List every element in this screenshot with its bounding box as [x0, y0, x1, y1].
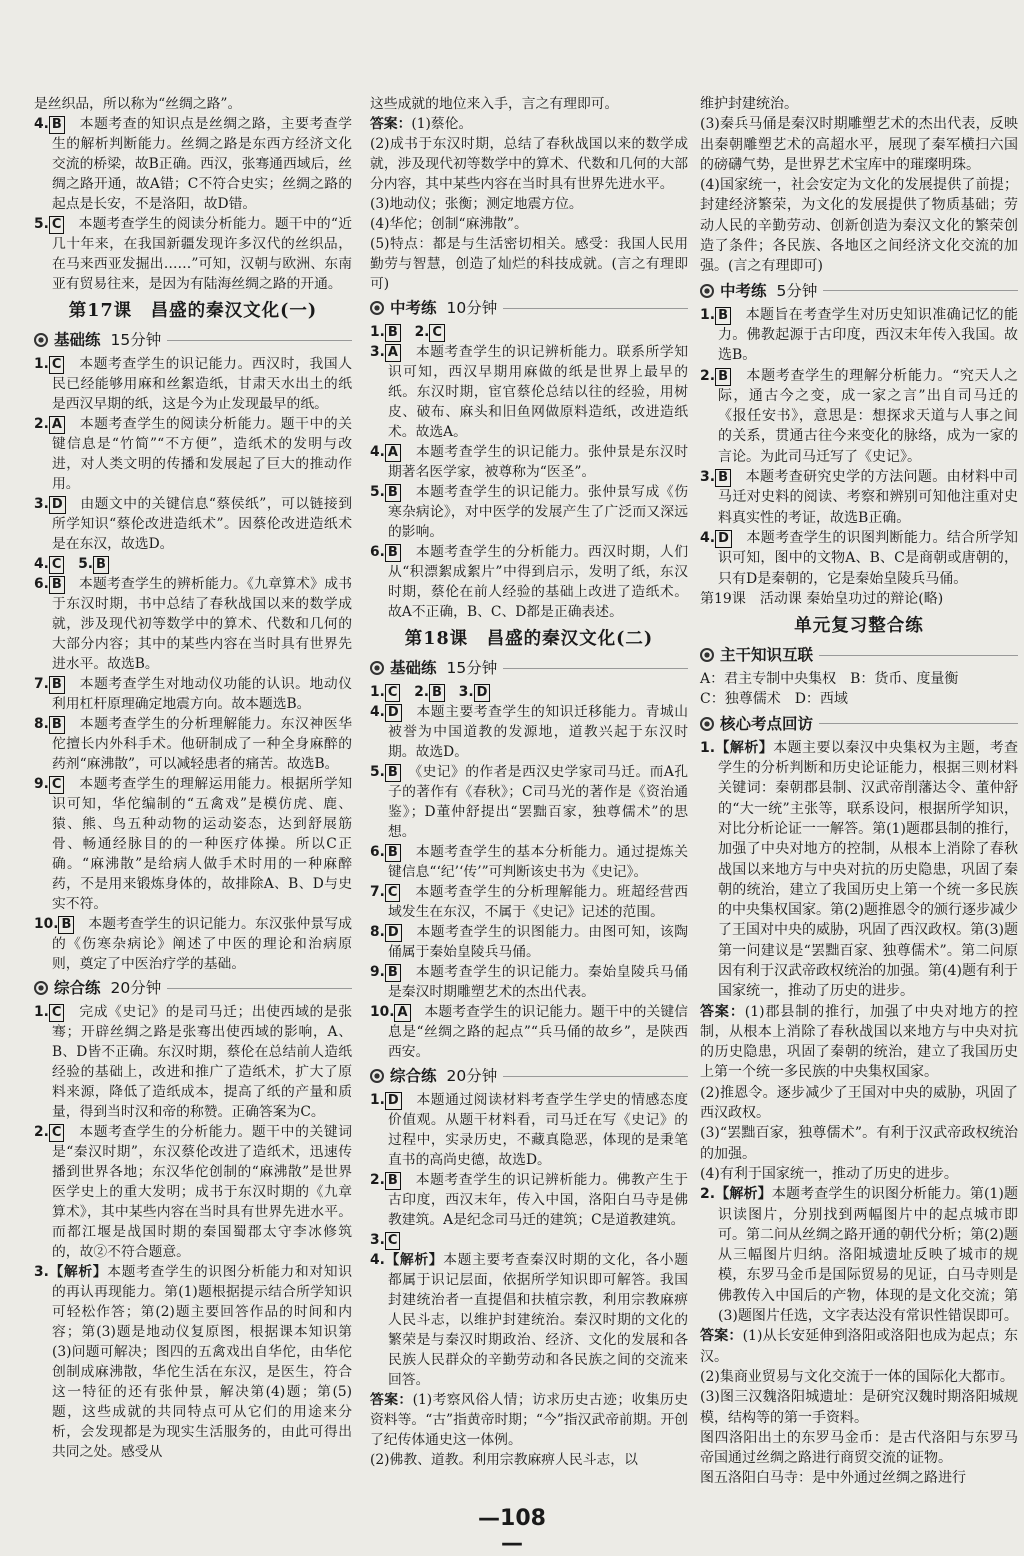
- item-text: 本题主要考查学生的知识迁移能力。青城山被誉为中国道教的发源地，道教兴起于东汉时期。故选D。: [388, 704, 689, 760]
- item-number: 3.: [34, 1264, 49, 1280]
- paragraph: 图五洛阳白马寺：是中外通过丝绸之路进行: [700, 1470, 966, 1487]
- section-bullet-icon: [370, 1069, 384, 1083]
- analysis-tag: 【解析】: [384, 1252, 444, 1268]
- item-number: 2.: [34, 1124, 49, 1140]
- item-text: 本题考查学生的理解运用能力。根据所学知识可知，华佗编制的“五禽戏”是模仿虎、鹿、猿、熊、鸟五种动物的运动姿态，达到舒展筋骨、畅通经脉目的的一种医疗体操。所以C正确。“麻沸散”是给病人做手术时用的一种麻醉药，不是用来锻炼身体的，故排除A、B、D与史实不符。: [52, 776, 353, 912]
- item-text: 本题考查学生的识记能力。题干中的关键信息是“丝绸之路的起点”“兵马俑的故乡”，是陕西西安。: [388, 1004, 689, 1060]
- answer-item: [700, 467, 1018, 528]
- paragraph: 这些成就的地位来入手，言之有理即可。: [370, 96, 619, 112]
- item-text: 本题考查学生的理解分析能力。“究天人之际，通古今之变，成一家之言”出自司马迁的《报任安书》，意思是：想探求天道与人事之间的关系，贯通古往今来变化的脉络，成为一家的言论。为此司马迁写了《史记》。: [718, 367, 1019, 465]
- answer-item: [370, 1170, 688, 1230]
- paragraph: 图四洛阳出土的东罗马金币：是古代洛阳与东罗马帝国通过丝绸之路进行商贸交流的证物。: [700, 1429, 1018, 1467]
- item-text: 本题考查的知识点是丝绸之路，主要考查学生的解析判断能力。丝绸之路是东西方经济文化交流的桥梁，故B正确。西汉，张骞通西域后，丝绸之路开通，故A错；C不符合史实；丝绸之路的起点是长安，不是洛阳，故D错。: [52, 116, 353, 212]
- item-text: 本题旨在考查学生对历史知识准确记忆的能力。佛教起源于古印度，西汉末年传入我国。故选B。: [718, 306, 1019, 364]
- answer-choice: C: [385, 684, 401, 702]
- item-number: 2.: [700, 367, 716, 384]
- item-number: 2.: [34, 416, 49, 432]
- answer-choice: B: [385, 764, 401, 782]
- section-divider: [819, 723, 1018, 724]
- item-number: 1.: [700, 739, 716, 756]
- item-text: 本题考查学生的辨析能力。《九章算术》成书于东汉时期，书中总结了春秋战国以来的数学成就，涉及现代初等数学中的算术、代数和几何的大部分内容；其中的某些内容在当时具有世界先进水平。故选B。: [52, 576, 352, 672]
- answer-item: [370, 482, 688, 542]
- answer-item: [700, 366, 1018, 467]
- answer-choice: C: [49, 216, 65, 234]
- answer-choice: D: [49, 496, 66, 514]
- answer-paragraph: [700, 1002, 1018, 1083]
- paragraph: C：独尊儒术 D：西域: [700, 691, 848, 708]
- item-text: 本题考查学生的分析理解能力。班超经营西域发生在东汉，不属于《史记》记述的范围。: [388, 884, 689, 920]
- answer-text: (1)蔡伦。: [411, 116, 473, 132]
- item-text: 本题考查学生的识记辨析能力。联系所学知识可知，西汉早期用麻做的纸是世界上最早的纸。东汉时期，宦官蔡伦总结以往的经验，用树皮、破布、麻头和旧鱼网做原料造纸，改进造纸术。故选A。: [388, 344, 689, 440]
- answer-choice: C: [49, 776, 65, 794]
- answer-paragraph: [370, 1390, 688, 1450]
- item-text: 本题考查学生的识记能力。东汉张仲景写成的《伤寒杂病论》阐述了中医的理论和治病原则，奠定了中医治疗学的基础。: [52, 916, 353, 972]
- item-number: 4.: [700, 529, 716, 546]
- section-header: [34, 976, 352, 1000]
- section-header: [370, 1064, 688, 1088]
- section-title: 综合练: [54, 979, 101, 997]
- answer-label: 答案：: [370, 1392, 413, 1408]
- answer-item: [34, 714, 352, 774]
- item-text: 本题考查学生的识记能力。张仲景写成《伤寒杂病论》，对中医学的发展产生了广泛而又深远的影响。: [388, 484, 689, 540]
- section-divider: [503, 668, 688, 669]
- item-text: 本题考查学生的识图分析能力和对知识的再认再现能力。第(1)题根据提示结合所学知识可轻松作答；第(2)题主要回答作品的时间和内容；第(3)题是地动仪复原图，根据课本知识第(3)问题可解决；图四的五禽戏出自华佗，由华佗创制成麻沸散，华佗生活在东汉，是医生，符合这一特征的还有张仲景，解决第(4)题；第(5)题，这些成就的共同特点可从它们的用途来分析，会发现都是为现实生活服务的，由此可得出共同之处。感受从: [52, 1264, 353, 1460]
- answer-item: [34, 1002, 352, 1122]
- answer-choice: C: [49, 356, 65, 374]
- item-text: 本题考查学生的识记能力。西汉时，我国人民已经能够用麻和丝絮造纸，甘肃天水出土的纸是西汉早期的纸，这是今为止发现最早的纸。: [52, 356, 353, 412]
- paragraph: (5)特点：都是与生活密切相关。感受：我国人民用勤劳与智慧，创造了灿烂的科技成就。(言之有理即可): [370, 236, 688, 292]
- answer-item: [370, 962, 688, 1002]
- item-number: 3.: [458, 684, 474, 700]
- lesson-title: 第18课 昌盛的秦汉文化(二): [404, 629, 654, 649]
- answer-item: [700, 305, 1018, 366]
- section-bullet-icon: [700, 284, 714, 298]
- item-text: 《史记》的作者是西汉史学家司马迁。而A孔子的著作有《春秋》；C司马光的著作是《资治通鉴》；D董仲舒提出“罢黜百家，独尊儒术”的思想。: [388, 764, 689, 840]
- answer-item: [34, 354, 352, 414]
- answer-item: [34, 1262, 352, 1462]
- answer-paragraph: [370, 114, 688, 134]
- analysis-tag: 【解析】: [715, 1186, 772, 1203]
- item-number: 1.: [34, 1004, 49, 1020]
- item-number: 4.: [34, 556, 49, 572]
- item-number: 5.: [78, 556, 94, 572]
- answer-item: [700, 1184, 1018, 1326]
- answer-item: [370, 702, 688, 762]
- paragraph: 第19课 活动课 秦始皇功过的辩论(略): [700, 590, 944, 607]
- answer-choice: A: [394, 1004, 410, 1022]
- item-text: 本题考查学生的识图判断能力。结合所学知识可知，图中的文物A、B、C是商朝或唐朝的，只有D是秦朝的，它是秦始皇陵兵马俑。: [718, 529, 1019, 587]
- item-number: 5.: [34, 216, 49, 232]
- answer-choice: B: [385, 324, 401, 342]
- section-title: 中考练: [390, 299, 437, 317]
- item-text: 本题考查学生的阅读分析能力。题干中的关键信息是“竹简”“不方便”，造纸术的发明与改进，对人类文明的传播和发展起了巨大的推动作用。: [52, 416, 353, 492]
- answer-choice: B: [49, 116, 65, 134]
- answer-text: (1)从长安延伸到洛阳或洛阳也成为起点；东汉。: [700, 1328, 1018, 1365]
- answer-choice: B: [385, 1172, 401, 1190]
- section-divider: [823, 290, 1018, 291]
- section-bullet-icon: [34, 333, 48, 347]
- section-divider: [819, 655, 1018, 656]
- column-middle: [370, 94, 688, 1470]
- answer-choice: C: [49, 1124, 65, 1142]
- section-bullet-icon: [370, 301, 384, 315]
- item-number: 1.: [700, 306, 716, 323]
- item-number: 3.: [34, 496, 49, 512]
- answer-item: [370, 542, 688, 622]
- answer-choice: C: [49, 1004, 65, 1022]
- item-text: 本题考查研究史学的方法问题。由材料中司马迁对史料的阅读、考察和辨别可知他注重对史料真实性的考证，故选B正确。: [718, 469, 1019, 526]
- answer-item: [370, 1090, 688, 1170]
- answer-item: [34, 1122, 352, 1262]
- item-number: 6.: [370, 844, 385, 860]
- paragraph: 是丝织品，所以称为“丝绸之路”。: [34, 96, 242, 112]
- answer-item-group: [370, 322, 688, 342]
- answer-choice: D: [385, 924, 402, 942]
- item-text: 本题考查学生的分析能力。西汉时期，人们从“积漂絮成絮片”中得到启示，发明了纸，东汉时期，蔡伦在前人经验的基础上改进了造纸术。故A不正确，B、C、D都是正确表述。: [388, 544, 689, 620]
- item-number: 6.: [370, 544, 385, 560]
- answer-item: [370, 842, 688, 882]
- answer-choice: B: [715, 469, 731, 487]
- section-header: [700, 279, 1018, 303]
- section-title: 基础练: [54, 331, 101, 349]
- item-text: 本题主要以秦汉中央集权为主题，考查学生的分析判断和历史论证能力，根据三则材料关键词：秦朝郡县制、汉武帝削藩达令、董仲舒的“大一统”主张等，联系设问，根据所学知识，对比分析论证一一解答。第(1)题郡县制的推行，加强了中央对地方的控制，从根本上消除了春秋战国以来地方与中央对抗的历史隐患，巩固了秦朝的统治，建立了我国历史上第一个统一多民族的中央集权国家。第(2)题推恩令的颁行逐步减少了王国对中央的威胁，巩固了西汉政权。第(3)题第一问建议是“罢黜百家、独尊儒术”。第二问原因有利于汉武帝政权统治的加强。第(4)题有利于国家统一，推动了历史的进步。: [718, 739, 1019, 1000]
- answer-choice: D: [715, 530, 732, 548]
- item-text: 本题考查学生的识图分析能力。第(1)题识读图片，分别找到两幅图片中的起点城市即可。第二问从丝绸之路开通的朝代分析；第(2)题从三幅图片归纳。洛阳城遗址反映了城市的规模，东罗马金币是国际贸易的见证，白马寺则是佛教传入中国后的产物，体现的是文化交流；第(3)题图片任选，文字表达没有常识性错误即可。: [718, 1186, 1018, 1325]
- item-number: 2.: [414, 324, 430, 340]
- item-number: 10.: [34, 916, 59, 932]
- column-right: [700, 94, 1018, 1489]
- item-text: 本题考查学生的识记能力。秦始皇陵兵马俑是秦汉时期雕塑艺术的杰出代表。: [388, 964, 689, 1000]
- answer-choice: B: [715, 368, 731, 386]
- item-number: 5.: [370, 484, 385, 500]
- section-divider: [167, 340, 352, 341]
- section-time: 20分钟: [110, 979, 162, 997]
- paragraph: (3)“罢黜百家，独尊儒术”。有利于汉武帝政权统治的加强。: [700, 1125, 1018, 1162]
- section-bullet-icon: [700, 717, 714, 731]
- answer-choice: C: [429, 324, 445, 342]
- section-time: 15分钟: [110, 331, 162, 349]
- item-number: 1.: [370, 684, 385, 700]
- answer-choice: B: [49, 576, 65, 594]
- analysis-tag: 【解析】: [715, 739, 774, 756]
- item-number: 8.: [34, 716, 49, 732]
- section-divider: [167, 988, 352, 989]
- item-number: 10.: [370, 1004, 395, 1020]
- section-divider: [503, 308, 688, 309]
- paragraph: (2)推恩令。逐步减少了王国对中央的威胁，巩固了西汉政权。: [700, 1084, 1018, 1122]
- item-text: 本题考查学生的识图能力。由图可知，该陶俑属于秦始皇陵兵马俑。: [388, 924, 689, 960]
- answer-item: [34, 574, 352, 674]
- paragraph: A：君主专制中央集权 B：货币、度量衡: [700, 671, 959, 688]
- item-number: 3.: [700, 469, 716, 486]
- item-text: 本题主要考查秦汉时期的文化，各小题都属于识记层面，依据所学知识即可解答。我国封建统治者一直提倡和扶植宗教，利用宗教麻痹人民斗志，以维护封建统治。秦汉时期的文化的繁荣是与秦汉时期政治、经济、文化的发展和各民族人民群众的辛勤劳动和各民族之间的交流来回答。: [388, 1252, 689, 1388]
- item-number: 6.: [34, 576, 49, 592]
- answer-choice: D: [385, 704, 402, 722]
- section-time: 10分钟: [446, 299, 498, 317]
- answer-choice: D: [474, 684, 491, 702]
- page-number: —108—: [478, 1506, 546, 1556]
- answer-item: [34, 494, 352, 554]
- answer-item: [34, 914, 352, 974]
- answer-item: [370, 342, 688, 442]
- answer-item: [370, 442, 688, 482]
- section-header: [370, 296, 688, 320]
- paragraph: (2)成书于东汉时期，总结了春秋战国以来的数学成就，涉及现代初等数学中的算术、代数和几何的大部分内容，其中某些内容在当时具有世界先进水平。: [370, 136, 688, 192]
- paragraph: (3)图三汉魏洛阳城遗址：是研究汉魏时期洛阳城规模，结构等的第一手资料。: [700, 1389, 1018, 1426]
- paragraph: (4)国家统一，社会安定为文化的发展提供了前提；封建经济繁荣，为文化的发展提供了物质基础；劳动人民的辛勤劳动、创新创造为秦汉文化的繁荣创造了条件；各民族、各地区之间经济文化交流的加强。(言之有理即可): [700, 177, 1018, 275]
- item-text: 本题考查学生的分析能力。题干中的关键词是“秦汉时期”，东汉蔡伦改进了造纸术，迅速传播到世界各地；东汉华佗创制的“麻沸散”是世界医学史上的重大发明；成书于东汉时期的《九章算术》，其中某些内容在当时具有世界先进水平。而都江堰是战国时期的秦国蜀郡太守李冰修筑的，故②不符合题意。: [52, 1124, 353, 1260]
- answer-label: 答案：: [700, 1003, 745, 1020]
- answer-text: (1)考察风俗人情；访求历史古迹；收集历史资料等。“古”指黄帝时期；“今”指汉武帝前期。开创了纪传体通史这一体例。: [370, 1392, 688, 1448]
- analysis-tag: 【解析】: [48, 1264, 108, 1280]
- item-number: 4.: [34, 116, 49, 132]
- item-number: 3.: [370, 1232, 385, 1248]
- answer-choice: B: [385, 964, 401, 982]
- section-bullet-icon: [700, 648, 714, 662]
- section-bullet-icon: [370, 661, 384, 675]
- answer-paragraph: [700, 1326, 1018, 1367]
- item-number: 4.: [370, 704, 385, 720]
- answer-label: 答案：: [370, 116, 412, 132]
- section-time: 20分钟: [446, 1067, 498, 1085]
- item-text: 本题考查学生的识记能力。张仲景是东汉时期著名医学家，被尊称为“医圣”。: [388, 444, 689, 480]
- answer-item: [34, 674, 352, 714]
- section-time: 15分钟: [446, 659, 498, 677]
- answer-choice: B: [93, 556, 109, 574]
- section-title: 基础练: [390, 659, 437, 677]
- answer-choice: B: [49, 716, 65, 734]
- item-number: 2.: [414, 684, 430, 700]
- item-number: 5.: [370, 764, 385, 780]
- answer-label: 答案：: [700, 1328, 743, 1345]
- paragraph: (2)集商业贸易与文化交流于一体的国际化大都市。: [700, 1368, 1014, 1385]
- answer-item: [370, 1002, 688, 1062]
- section-divider: [503, 1076, 688, 1077]
- paragraph: (3)秦兵马俑是秦汉时期雕塑艺术的杰出代表，反映出秦朝雕塑艺术的高超水平，展现了秦军横扫六国的磅礴气势，是世界艺术宝库中的璀璨明珠。: [700, 116, 1018, 173]
- column-left: [34, 94, 352, 1462]
- item-text: 本题考查学生对地动仪功能的认识。地动仪利用杠杆原理确定地震方向。故本题选B。: [52, 676, 353, 712]
- item-text: 本题考查学生的识记辨析能力。佛教产生于古印度，西汉末年，传入中国，洛阳白马寺是佛教建筑。A是纪念司马迁的建筑；C是道教建筑。: [388, 1172, 689, 1228]
- section-title: 综合练: [390, 1067, 437, 1085]
- item-number: 1.: [34, 356, 49, 372]
- answer-text: (1)郡县制的推行，加强了中央对地方的控制，从根本上消除了春秋战国以来地方与中央对抗的历史隐患，巩固了秦朝的统治，建立了我国历史上第一个统一多民族的中央集权国家。: [700, 1003, 1018, 1081]
- item-text: 本题考查学生的分析理解能力。东汉神医华佗擅长内外科手术。他研制成了一种全身麻醉的药剂“麻沸散”，可以减轻患者的痛苦。故选B。: [52, 716, 353, 772]
- section-header: [700, 643, 1018, 667]
- answer-choice: C: [385, 884, 401, 902]
- answer-choice: B: [715, 307, 731, 325]
- item-text: 本题考查学生的基本分析能力。通过提炼关键信息“‘纪’‘传’”可判断该史书为《史记》。: [388, 844, 689, 880]
- item-number: 4.: [370, 1252, 385, 1268]
- answer-item: [34, 114, 352, 214]
- section-header: [700, 712, 1018, 736]
- answer-choice: A: [385, 344, 401, 362]
- answer-item: [700, 738, 1018, 1002]
- item-number: 7.: [34, 676, 49, 692]
- answer-choice: B: [385, 484, 401, 502]
- answer-choice: B: [385, 544, 401, 562]
- answer-choice: B: [49, 676, 65, 694]
- item-number: 7.: [370, 884, 385, 900]
- item-number: 8.: [370, 924, 385, 940]
- answer-choice: A: [385, 444, 401, 462]
- item-number: 2.: [370, 1172, 385, 1188]
- answer-item: [34, 774, 352, 914]
- answer-choice: A: [49, 416, 65, 434]
- section-title: 主干知识互联: [720, 646, 814, 665]
- paragraph: 维护封建统治。: [700, 96, 798, 112]
- answer-choice: B: [58, 916, 74, 934]
- item-number: 3.: [370, 344, 385, 360]
- section-time: 5分钟: [776, 281, 818, 300]
- item-number: 1.: [370, 1092, 385, 1108]
- answer-item-group: [370, 682, 688, 702]
- answer-item-group: [34, 554, 352, 574]
- item-text: 本题通过阅读材料考查学生学史的情感态度价值观。从题干材料看，司马迁在写《史记》的过程中，实录历史，不藏真隐恶，体现的是秉笔直书的高尚史德，故选D。: [388, 1092, 689, 1168]
- answer-choice: D: [385, 1092, 402, 1110]
- item-number: 9.: [370, 964, 385, 980]
- answer-item: [370, 922, 688, 962]
- answer-item: [370, 762, 688, 842]
- lesson-title: 单元复习整合练: [794, 616, 924, 637]
- answer-choice: C: [49, 556, 65, 574]
- answer-choice: C: [385, 1232, 401, 1250]
- answer-item: [700, 528, 1018, 589]
- paragraph: (2)佛教、道教。利用宗教麻痹人民斗志，以: [370, 1452, 638, 1468]
- item-text: 完成《史记》的是司马迁；出使西域的是张骞；开辟丝绸之路是张骞出使西域的影响，A、B、D皆不正确。东汉时期，蔡伦在总结前人造纸经验的基础上，改进和推广了造纸术，扩大了原料来源，降低了造纸成本，提高了纸的产量和质量，得到当时汉和帝的称赞。正确答案为C。: [52, 1004, 353, 1120]
- section-bullet-icon: [34, 981, 48, 995]
- answer-choice: B: [429, 684, 445, 702]
- item-number: 2.: [700, 1186, 716, 1203]
- item-number: 4.: [370, 444, 385, 460]
- section-header: [34, 328, 352, 352]
- section-header: [370, 656, 688, 680]
- answer-item: [370, 1250, 688, 1390]
- answer-item: [370, 882, 688, 922]
- item-text: 由题文中的关键信息“蔡侯纸”，可以链接到所学知识“蔡伦改进造纸术”。因蔡伦改进造纸术是在东汉，故选D。: [52, 496, 353, 552]
- answer-item: [370, 1230, 688, 1250]
- answer-choice: B: [385, 844, 401, 862]
- lesson-title: 第17课 昌盛的秦汉文化(一): [68, 301, 318, 321]
- answer-item: [34, 414, 352, 494]
- section-title: 中考练: [720, 281, 767, 300]
- paragraph: (4)华佗；创制“麻沸散”。: [370, 216, 528, 232]
- item-text: 本题考查学生的阅读分析能力。题干中的“近几十年来，在我国新疆发现许多汉代的丝织品，在马来西亚发掘出……”可知，汉朝与欧洲、东南亚有贸易往来，是因为有陆海丝绸之路的开通。: [52, 216, 353, 292]
- answer-item: [34, 214, 352, 294]
- item-number: 1.: [370, 324, 385, 340]
- paragraph: (3)地动仪；张衡；测定地震方位。: [370, 196, 583, 212]
- paragraph: (4)有利于国家统一，推动了历史的进步。: [700, 1165, 958, 1182]
- item-number: 9.: [34, 776, 49, 792]
- section-title: 核心考点回访: [720, 714, 814, 733]
